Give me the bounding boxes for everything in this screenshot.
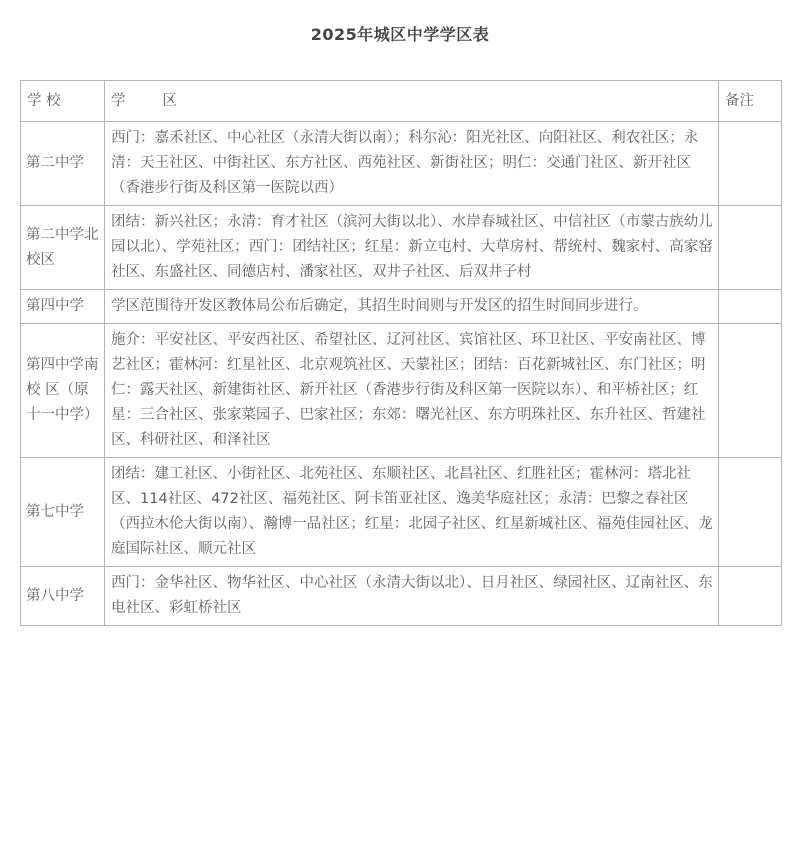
note-cell [719,567,782,626]
school-district-table [20,80,782,626]
header-school: 学 校 [21,81,105,122]
header-area: 学 区 [105,81,719,122]
table-header-row [21,81,782,122]
school-cell: 第二中学北校区 [21,206,105,290]
school-cell: 第四中学南 校 区（原十一中学） [21,324,105,458]
school-cell: 第八中学 [21,567,105,626]
table-row [21,567,782,626]
page-title: 2025年城区中学学区表 [310,25,490,44]
district-cell: 学区范围待开发区教体局公布后确定，其招生时间则与开发区的招生时间同步进行。 [105,290,719,324]
district-cell: 西门：金华社区、物华社区、中心社区（永清大街以北）、日月社区、绿园社区、辽南社区、东电社区、彩虹桥社区 [105,567,719,626]
school-cell: 第七中学 [21,458,105,567]
note-cell [719,122,782,206]
header-note: 备注 [719,81,782,122]
note-cell [719,324,782,458]
table-row [21,122,782,206]
note-cell [719,458,782,567]
note-cell [719,290,782,324]
table-row [21,458,782,567]
school-cell: 第二中学 [21,122,105,206]
district-cell: 团结：建工社区、小街社区、北苑社区、东顺社区、北昌社区、红胜社区；霍林河：塔北社区、114社区、472社区、福苑社区、阿卡笛亚社区、逸美华庭社区；永清：巴黎之春社区（西拉木伦大街以南）、瀚博一品社区；红星：北园子社区、红星新城社区、福苑佳园社区、龙庭国际社区、顺元社区 [105,458,719,567]
table-row [21,324,782,458]
district-cell: 西门：嘉禾社区、中心社区（永清大街以南）；科尔沁：阳光社区、向阳社区、利农社区；永清：天王社区、中街社区、东方社区、西苑社区、新街社区；明仁：交通门社区、新开社区（香港步行街及科区第一医院以西） [105,122,719,206]
note-cell [719,206,782,290]
school-cell: 第四中学 [21,290,105,324]
table-row [21,206,782,290]
district-cell: 团结：新兴社区；永清：育才社区（滨河大街以北）、水岸春城社区、中信社区（市蒙古族幼儿园以北）、学苑社区；西门：团结社区；红星：新立屯村、大草房村、帮统村、魏家村、高家窑社区、东盛社区、同德店村、潘家社区、双井子社区、后双井子村 [105,206,719,290]
district-cell: 施介：平安社区、平安西社区、希望社区、辽河社区、宾馆社区、环卫社区、平安南社区、博艺社区；霍林河：红星社区、北京观筑社区、天蒙社区；团结：百花新城社区、东门社区；明仁：露天社区、新建街社区、新开社区（香港步行街及科区第一医院以东）、和平桥社区；红星：三合社区、张家菜园子、巴家社区；东郊：曙光社区、东方明珠社区、东升社区、哲建社区、科研社区、和泽社区 [105,324,719,458]
table-row [21,290,782,324]
